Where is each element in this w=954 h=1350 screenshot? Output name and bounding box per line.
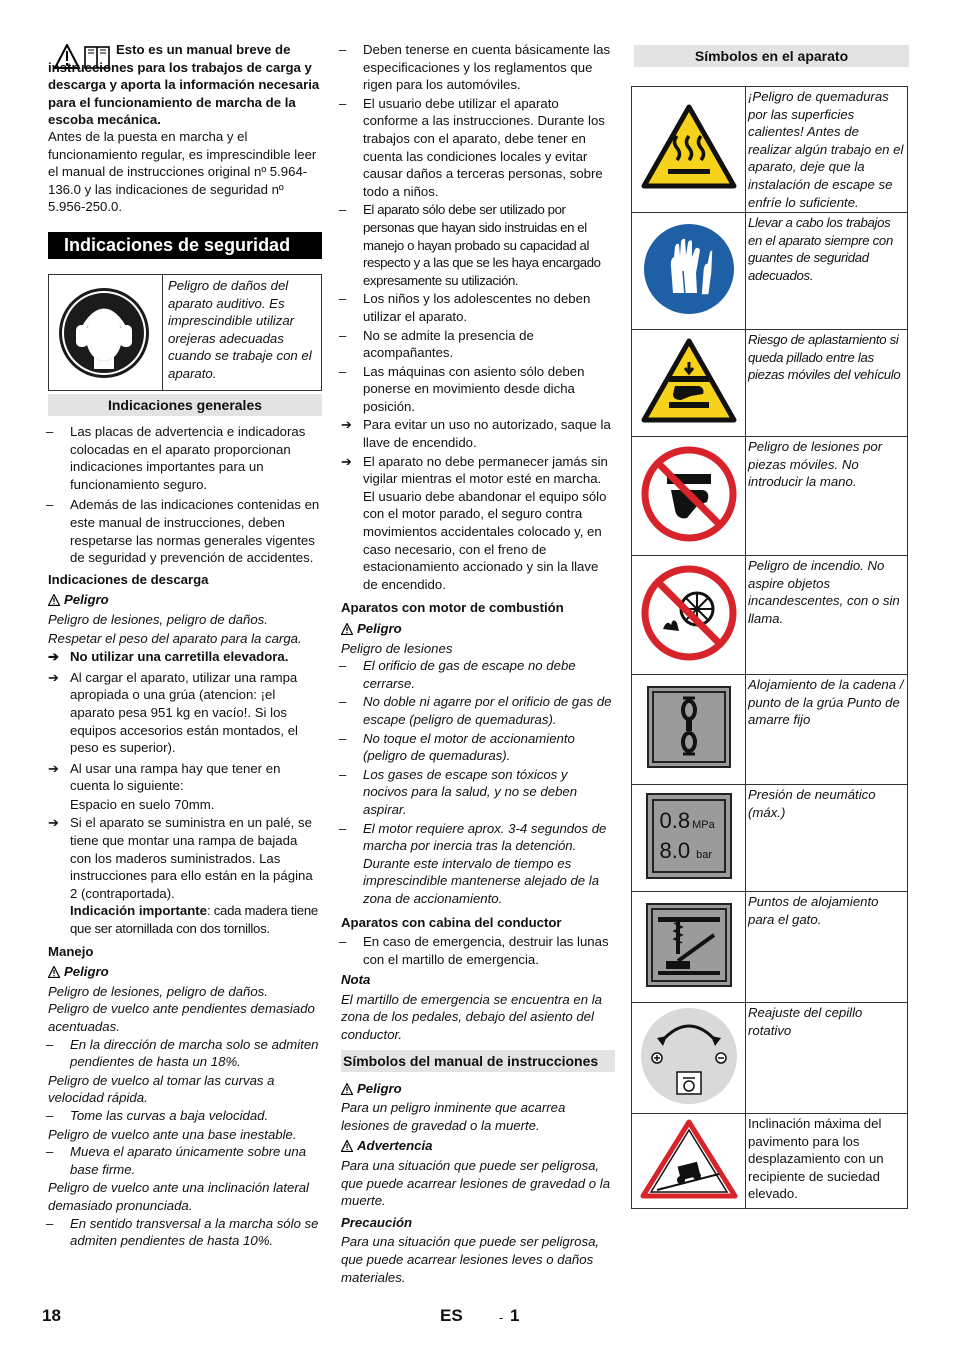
symbol-row xyxy=(632,675,908,785)
page-number: 18 xyxy=(42,1306,61,1325)
left-column xyxy=(46,40,322,1249)
unload-step-3: ➔ Al usar una rampa hay que tener en cuenta lo siguiente: xyxy=(48,760,281,794)
unload-step-1: ➔ No utilizar una carretilla elevadora. xyxy=(48,649,289,665)
unload-note xyxy=(48,902,322,937)
footer-sub-page: 1 xyxy=(510,1306,520,1325)
symbol-icon-cell xyxy=(632,1114,746,1209)
middle-dash-2-text: El usuario debe utilizar el aparato conforme a las instrucciones. Durante los trabajos con el aparato, debe tener en cuenta las condiciones locales y evitar causar daños a terceras personas, sobre todo a niños. xyxy=(363,95,605,199)
symbol-row xyxy=(632,1114,908,1209)
manejo-line-4: Peligro de vuelco ante una base inestable. xyxy=(48,1126,297,1142)
ear-warning-box xyxy=(48,274,322,391)
combustion-item-5-text: El motor requiere aprox. 3-4 segundos de marcha por inercia tras la detención. Durante este intervalo de tiempo es imprescindible mantenerse alejado de la zona de accionamiento. xyxy=(363,820,607,906)
tire-pressure-bar xyxy=(660,839,713,867)
unload-step-4-text: Si el aparato se suministra en un palé, se tiene que montar una rampa de bajada con los maderos suministrados. Las instrucciones para ello están en la página 2 (contraportada). xyxy=(70,815,313,901)
middle-dash-1-text: Deben tenerse en cuenta básicamente las especificaciones y los reglamentos que rigen para los automóviles. xyxy=(363,42,611,93)
combustion-item-2-text: No doble ni agarre por el orificio de gas de escape (peligro de quemaduras). xyxy=(363,694,612,727)
note-rest: : cada madera tiene que ser atornillada con dos tornillos. xyxy=(70,903,318,937)
manejo-peligro xyxy=(48,963,322,981)
nota-label: Nota xyxy=(341,972,371,988)
symbol-row xyxy=(632,87,908,213)
tire-pressure-icon xyxy=(646,793,732,879)
middle-dash-3: – El aparato sólo debe ser utilizado por personas que hayan sido instruidas en el manejo o hayan probado su capacidad al respecto y a las que se les haya encargado expresamente su utilización. xyxy=(339,202,601,288)
device-symbols-heading: Símbolos en el aparato xyxy=(634,45,909,67)
hot-surface-icon xyxy=(641,104,737,190)
manejo-dash-1-text: En la dirección de marcha solo se admiten pendientes de hasta un 18%. xyxy=(70,1036,319,1070)
symbol-row xyxy=(632,213,908,330)
symbol-peligro xyxy=(341,1080,615,1098)
unload-heading: Indicaciones de descarga xyxy=(48,571,209,587)
symbol-text: Inclinación máxima del pavimento para los desplazamiento con un recipiente de suciedad elevado. xyxy=(746,1114,908,1209)
symbol-icon-cell xyxy=(632,330,746,437)
symbol-icon-cell xyxy=(632,1003,746,1114)
no-hand-icon xyxy=(641,446,737,542)
mpa-unit: MPa xyxy=(692,818,715,831)
middle-dash-4-text: Los niños y los adolescentes no deben utilizar el aparato. xyxy=(363,291,591,324)
symbol-row xyxy=(632,330,908,437)
combustion-heading: Aparatos con motor de combustión xyxy=(341,600,564,616)
bar-value: 8.0 xyxy=(659,837,691,863)
general-heading: Indicaciones generales xyxy=(48,394,322,416)
symbol-text: Presión de neumático (máx.) xyxy=(746,785,908,892)
combustion-item-5: – El motor requiere aprox. 3-4 segundos de marcha por inercia tras la detención. Durante este intervalo de tiempo es imprescindible mantenerse alejado de la zona de accionamiento. xyxy=(339,820,607,906)
symbol-text: Peligro de lesiones por piezas móviles. No introducir la mano. xyxy=(746,437,908,556)
symbol-row xyxy=(632,785,908,892)
jack-icon xyxy=(646,903,732,987)
manejo-line-3: Peligro de vuelco al tomar las curvas a velocidad rápida. xyxy=(48,1072,275,1106)
warning-triangle-icon xyxy=(341,1140,353,1152)
chain-icon xyxy=(647,686,731,768)
middle-dash-3-text: El aparato sólo debe ser utilizado por personas que hayan sido instruidas en el manejo o hayan probado su capacidad al respecto y a las que se les haya encargado expresamente su utilización. xyxy=(363,202,601,288)
middle-dash-5: – No se admite la presencia de acompañantes. xyxy=(339,327,534,361)
peligro-label: Peligro xyxy=(64,592,109,608)
manual-symbols-heading: Símbolos del manual de instrucciones xyxy=(341,1050,615,1072)
symbol-precaucion-text: Para una situación que puede ser peligrosa, que puede acarrear lesiones leves o daños materiales. xyxy=(341,1234,600,1285)
symbol-text: Puntos de alojamiento para el gato. xyxy=(746,892,908,1003)
symbol-text: ¡Peligro de quemaduras por las superficies calientes! Antes de realizar algún trabajo en el aparato, deje que la instalación de escape se enfríe lo suficiente. xyxy=(746,87,908,213)
manejo-line-5: Peligro de vuelco ante una inclinación lateral demasiado pronunciada. xyxy=(48,1180,309,1213)
symbol-advertencia-label: Advertencia xyxy=(357,1138,433,1154)
middle-arrow-1-text: Para evitar un uso no autorizado, saque la llave de encendido. xyxy=(363,417,611,451)
manejo-dash-2-text: Tome las curvas a baja velocidad. xyxy=(70,1107,269,1123)
combustion-intro: Peligro de lesiones xyxy=(341,640,453,656)
no-fire-icon xyxy=(641,565,737,661)
symbol-icon-cell xyxy=(632,675,746,785)
combustion-item-1: – El orificio de gas de escape no debe cerrarse. xyxy=(339,658,576,691)
general-item-1: – Las placas de advertencia e indicadoras colocadas en el aparato proporcionan indicaciones importantes para un funcionamiento seguro. xyxy=(46,424,306,492)
unload-step-2-text: Al cargar el aparato, utilizar una rampa apropiada o una grúa (atencion: ¡el aparato pesa 951 kg en vacío!. Si los equipos accesorios están montados, el peso es superior). xyxy=(70,669,298,756)
gloves-icon xyxy=(643,223,735,315)
symbol-text: Llevar a cabo los trabajos en el aparato siempre con guantes de seguridad adecuados. xyxy=(746,213,908,330)
tire-pressure-mpa xyxy=(660,809,715,837)
cabin-item: – En caso de emergencia, destruir las lunas con el martillo de emergencia. xyxy=(339,934,609,967)
manejo-dash-2: – Tome las curvas a baja velocidad. xyxy=(46,1107,269,1123)
cabin-heading: Aparatos con cabina del conductor xyxy=(341,914,562,930)
bar-unit: bar xyxy=(696,848,712,861)
warning-triangle-icon xyxy=(341,1083,353,1095)
section-title: Indicaciones de seguridad xyxy=(64,235,291,255)
warning-triangle-icon xyxy=(48,966,60,978)
middle-dash-6: – Las máquinas con asiento sólo deben ponerse en movimiento desde dicha posición. xyxy=(339,363,585,414)
warning-triangle-icon xyxy=(341,623,353,635)
symbol-row xyxy=(632,437,908,556)
manejo-dash-3-text: Mueva el aparato únicamente sobre una base firme. xyxy=(70,1144,307,1177)
nota-text: El martillo de emergencia se encuentra en la zona de los pedales, debajo del asiento del conductor. xyxy=(341,991,602,1043)
manejo-line-2: Peligro de vuelco ante pendientes demasiado acentuadas. xyxy=(48,1001,315,1034)
symbol-advertencia-text: Para una situación que puede ser peligrosa, que puede acarrear lesiones de gravedad o la muerte. xyxy=(341,1158,611,1209)
combustion-peligro xyxy=(341,620,615,638)
symbol-icon-cell xyxy=(632,437,746,556)
section-title-bar xyxy=(48,232,322,259)
symbol-advertencia xyxy=(341,1137,615,1155)
symbol-icon-cell xyxy=(632,785,746,892)
combustion-item-3: – No toque el motor de accionamiento (peligro de quemaduras). xyxy=(339,730,575,764)
manejo-dash-3: – Mueva el aparato únicamente sobre una base firme. xyxy=(46,1144,307,1177)
symbol-row xyxy=(632,892,908,1003)
symbol-icon-cell xyxy=(632,213,746,330)
intro-bold-text: Esto es un manual breve de instrucciones para los trabajos de carga y descarga y aporta la información necesaria para el funcionamiento de marcha de la escoba mecánica. xyxy=(48,42,320,128)
brush-adjust-icon xyxy=(639,1006,739,1106)
manejo-dash-4-text: En sentido transversal a la marcha sólo se admiten pendientes de hasta 10%. xyxy=(70,1215,319,1249)
cabin-item-text: En caso de emergencia, destruir las lunas con el martillo de emergencia. xyxy=(363,934,609,967)
slope-icon xyxy=(639,1118,739,1200)
symbol-peligro-label: Peligro xyxy=(357,1080,402,1096)
symbol-row xyxy=(632,1003,908,1114)
manejo-heading: Manejo xyxy=(48,943,94,959)
middle-dash-5-text: No se admite la presencia de acompañantes. xyxy=(363,327,534,361)
warning-triangle-icon xyxy=(48,594,60,606)
symbol-text: Riesgo de aplastamiento si queda pillado entre las piezas móviles del vehículo xyxy=(746,330,908,437)
ear-protection-icon xyxy=(58,287,150,379)
middle-arrow-2: ➔ El aparato no debe permanecer jamás sin vigilar mientras el motor esté en marcha. El usuario debe abandonar el equipo sólo con el motor parado, el seguro contra movimientos accidentales colocado y, en caso necesario, con el freno de estacionamiento accionado y sin la llave de encendido. xyxy=(341,453,608,592)
mpa-value: 0.8 xyxy=(659,807,691,833)
peligro-label: Peligro xyxy=(357,621,402,636)
general-item-1-text: Las placas de advertencia e indicadoras colocadas en el aparato proporcionan indicaciones importantes para un funcionamiento seguro. xyxy=(70,424,306,492)
middle-arrow-2-text: El aparato no debe permanecer jamás sin vigilar mientras el motor esté en marcha. El usuario debe abandonar el equipo sólo con el motor parado, el seguro contra movimientos accidentales colocado y, en caso necesario, con el freno de estacionamiento accionado y sin la llave de encendido. xyxy=(363,453,608,592)
unload-step-3b: Espacio en suelo 70mm. xyxy=(70,796,215,812)
symbol-text: Alojamiento de la cadena / punto de la grúa Punto de amarre fijo xyxy=(746,675,908,785)
symbol-icon-cell xyxy=(632,556,746,675)
symbol-icon-cell xyxy=(632,87,746,213)
middle-dash-1: – Deben tenerse en cuenta básicamente las especificaciones y los reglamentos que rigen para los automóviles. xyxy=(339,42,611,93)
middle-dash-2: – El usuario debe utilizar el aparato conforme a las instrucciones. Durante los trabajos con el aparato, debe tener en cuenta las condiciones locales y evitar causar daños a terceras personas, sobre todo a niños. xyxy=(339,95,605,199)
unload-step-1-text: No utilizar una carretilla elevadora. xyxy=(70,649,289,665)
unload-step-2: ➔ Al cargar el aparato, utilizar una rampa apropiada o una grúa (atencion: ¡el aparato pesa 951 kg en vacío!. Si los equipos accesorios están montados, el peso es superior). xyxy=(48,669,298,756)
manejo-dash-1: – En la dirección de marcha solo se admiten pendientes de hasta un 18%. xyxy=(46,1036,319,1070)
combustion-item-3-text: No toque el motor de accionamiento (peligro de quemaduras). xyxy=(363,730,575,764)
symbol-precaucion: Precaución xyxy=(341,1214,413,1230)
general-item-2-text: Además de las indicaciones contenidas en este manual de instrucciones, deben respetarse las normas generales vigentes de seguridad y prevención de accidentes. xyxy=(70,497,320,566)
device-symbols-table xyxy=(631,86,908,1209)
symbol-icon-cell xyxy=(632,892,746,1003)
combustion-item-4-text: Los gases de escape son tóxicos y nocivos para la salud, y no se deben aspirar. xyxy=(363,766,578,817)
general-item-2: – Además de las indicaciones contenidas en este manual de instrucciones, deben respetarse las normas generales vigentes de seguridad y prevención de accidentes. xyxy=(46,497,320,566)
middle-arrow-1: ➔ Para evitar un uso no autorizado, saque la llave de encendido. xyxy=(341,417,611,451)
note-bold: Indicación importante xyxy=(70,903,208,919)
unload-line-1: Peligro de lesiones, peligro de daños. xyxy=(48,611,268,627)
symbol-row xyxy=(632,556,908,675)
peligro-label: Peligro xyxy=(64,964,109,980)
unload-step-4: ➔ Si el aparato se suministra en un palé, se tiene que montar una rampa de bajada con los maderos suministrados. Las instrucciones para ello están en la página 2 (contraportada). xyxy=(48,815,313,901)
symbol-peligro-text: Para un peligro inminente que acarrea lesiones de gravedad o la muerte. xyxy=(341,1100,566,1133)
ear-warning-text: Peligro de daños del aparato auditivo. Es imprescindible utilizar orejeras adecuadas cuando se trabaje con el aparato. xyxy=(168,278,312,381)
middle-dash-4: – Los niños y los adolescentes no deben utilizar el aparato. xyxy=(339,291,591,324)
crush-hand-icon xyxy=(641,338,737,424)
combustion-item-2: – No doble ni agarre por el orificio de gas de escape (peligro de quemaduras). xyxy=(339,694,612,727)
footer-dash: - xyxy=(499,1310,504,1325)
unload-step-3-text: Al usar una rampa hay que tener en cuenta lo siguiente: xyxy=(70,760,281,794)
symbol-text: Reajuste del cepillo rotativo xyxy=(746,1003,908,1114)
unload-line-2: Respetar el peso del aparato para la carga. xyxy=(48,630,302,646)
ear-protection-icon-cell xyxy=(49,275,163,390)
manejo-dash-4: – En sentido transversal a la marcha sólo se admiten pendientes de hasta 10%. xyxy=(46,1215,319,1249)
symbol-text: Peligro de incendio. No aspire objetos incandescentes, con o sin llama. xyxy=(746,556,908,675)
combustion-item-4: – Los gases de escape son tóxicos y nocivos para la salud, y no se deben aspirar. xyxy=(339,766,578,817)
footer-lang: ES xyxy=(440,1306,463,1325)
unload-peligro xyxy=(48,591,322,609)
middle-dash-6-text: Las máquinas con asiento sólo deben ponerse en movimiento desde dicha posición. xyxy=(363,363,585,414)
intro-text: Antes de la puesta en marcha y el funcionamiento regular, es imprescindible leer el manual de instrucciones original nº 5.964-136.0 y las indicaciones de seguridad nº 5.956-250.0. xyxy=(48,129,317,215)
middle-column xyxy=(341,41,615,1286)
manejo-line-1: Peligro de lesiones, peligro de daños. xyxy=(48,983,268,999)
combustion-item-1-text: El orificio de gas de escape no debe cerrarse. xyxy=(363,658,576,691)
